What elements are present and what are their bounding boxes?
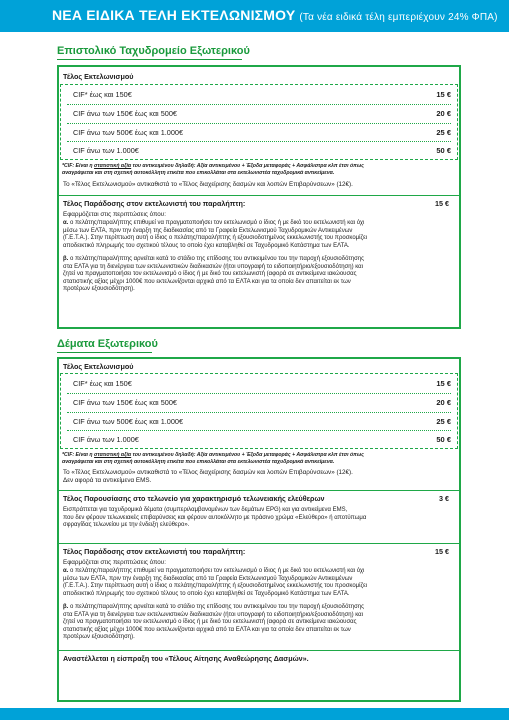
fee-row-value: 50 € — [436, 146, 451, 155]
parcels-replace-text: Το «Τέλος Εκτελωνισμού» αντικαθιστά το «Τέλος διαχείρισης δασμών και λοιπών Επιβαρύνσεων» (12€). — [63, 469, 353, 476]
divider — [59, 490, 459, 491]
letters-case-a: α. ο πελάτης/παραλήπτης επιθυμεί να πραγματοποιήσει τον εκτελωνισμό ο ίδιος ή με δικό του εκτελωνιστή και όχι μέσω των ΕΛΤΑ, πριν την έναρξη της διαδικασίας από τα Γραφεία Εκτελωνισμού Ταχυδρομικών Αντικειμένων (Γ.Ε.Τ.Α.). Στην περίπτωση αυτή ο ίδιος ο πελάτης/παραλήπτης ή εξουσιοδοτημένος εκκελωνιστής του προσκομίζει αποδεικτικό πληρωμής του σχετικού τέλους το οποίο έχει καταβληθεί σε Ταχυδρομικό Κατάστημα των ΕΛΤΑ. — [63, 220, 368, 249]
letters-applies-text: Εφαρμόζεται στις περιπτώσεις όπου: — [63, 211, 166, 218]
page-subtitle: (Τα νέα ειδικά τέλη εμπεριέχουν 24% ΦΠΑ) — [299, 12, 498, 23]
fee-row-label: CIF άνω των 150€ έως και 500€ — [73, 109, 177, 118]
divider — [59, 543, 459, 544]
table-row — [61, 412, 457, 432]
fee-row-value: 20 € — [436, 109, 451, 118]
parcels-applies-text: Εφαρμόζεται στις περιπτώσεις όπου: — [63, 559, 166, 566]
fee-row-label: CIF άνω των 500€ έως και 1.000€ — [73, 417, 184, 426]
footer-bar — [0, 708, 509, 720]
delivery-fee-value: 15 € — [435, 199, 449, 208]
fee-row-value: 20 € — [436, 398, 451, 407]
table-row — [61, 430, 457, 450]
presentation-fee-value: 3 € — [439, 494, 449, 503]
parcels-section-title: Δέματα Εξωτερικού — [57, 338, 158, 350]
parcels-presentation-text: Εισπράττεται για ταχυδρομικά δέματα (συμπεριλαμβανομένων των δεμάτων EPG) και για αντικείμενα EMS, που δεν φέρουν τελωνειακές επιβαρύνσεις και φέρουν αυτοκόλλητο με πράσινο χρώμα «Ελεύθερο» ή αποτύπωμα σφραγίδας τελωνείου με την ένδειξη ελεύθερο». — [63, 507, 367, 529]
statistical-value-link: στατιστική αξία — [94, 452, 132, 458]
parcels-cif-note: *CIF: Είναι η στατιστική αξία του αντικειμένου δηλαδή: Αξία αντικειμένου + Έξοδα μεταφοράς + Ασφάλιστρα κλπ έτσι όπως αναγράφεται και στη σχετική αυτοκόλλητη ετικέτα που επικολλάται στα εκτελωνιστέα ταχυδρομικά αντικείμενα. — [62, 452, 364, 465]
letters-customs-fee-label: Τέλος Εκτελωνισμού — [63, 72, 134, 81]
table-row — [61, 85, 457, 105]
fee-row-label: CIF άνω των 1.000€ — [73, 435, 139, 444]
page-header — [0, 0, 509, 32]
parcels-ems-text: Δεν αφορά τα αντικείμενα EMS. — [63, 477, 152, 484]
fee-row-label: CIF* έως και 150€ — [73, 90, 132, 99]
parcels-suspended-text: Αναστέλλεται η είσπραξη του «Τέλους Αίτησης Αναθεώρησης Δασμών». — [63, 654, 309, 663]
parcels-delivery-fee: Τέλος Παράδοσης στον εκτελωνιστή του παραλήπτη: 15 € — [63, 547, 449, 556]
fee-row-value: 15 € — [436, 90, 451, 99]
fee-row-value: 50 € — [436, 435, 451, 444]
letters-title-underline — [57, 59, 242, 60]
fee-row-value: 25 € — [436, 128, 451, 137]
table-row — [61, 393, 457, 413]
fee-row-label: CIF άνω των 150€ έως και 500€ — [73, 398, 177, 407]
divider — [59, 650, 459, 651]
table-row — [61, 104, 457, 124]
statistical-value-link: στατιστική αξία — [94, 163, 132, 169]
letters-section-title: Επιστολικό Ταχυδρομείο Εξωτερικού — [57, 45, 250, 57]
letters-case-b: β. ο πελάτης/παραλήπτης αρνείται κατά το στάδιο της επίδοσης του αντικειμένου του την παροχή εξουσιοδότησης στα ΕΛΤΑ για τη διενέργεια των εκτελωνιστικών διαδικασιών (ήτοι υπογραφή το ειδοποιητήριο/εξουσιοδότηση) και ζητεί να πραγματοποιήσει τον εκτελωνισμό ο ίδιος ή με δικό του εκτελωνιστή (αφορά σε αντικείμενα ιακώουσας στατιστικής αξίας μέχρι 1000€ που εκτελωνίζονται αρχικά από τα ΕΛΤΑ και για τα οποία δεν απαιτείται εκ των προτέρων εξουσιοδότηση). — [63, 256, 364, 293]
parcels-customs-fee-label: Τέλος Εκτελωνισμού — [63, 362, 134, 371]
fee-row-value: 15 € — [436, 379, 451, 388]
table-row — [61, 141, 457, 161]
delivery-fee-value: 15 € — [435, 547, 449, 556]
letters-fee-table — [60, 84, 458, 160]
letters-cif-note: *CIF: Είναι η στατιστική αξία του αντικειμένου δηλαδή: Αξία αντικειμένου + Έξοδα μεταφοράς + Ασφάλιστρα κλπ έτσι όπως αναγράφεται και στη σχετική αυτοκόλλητη ετικέτα που επικολλάται στα εκτελωνιστέα ταχυδρομικά αντικείμενα. — [62, 163, 364, 176]
parcels-title-underline — [57, 352, 152, 353]
table-row — [61, 123, 457, 143]
fee-row-value: 25 € — [436, 417, 451, 426]
parcels-case-a: α. ο πελάτης/παραλήπτης επιθυμεί να πραγματοποιήσει τον εκτελωνισμό ο ίδιος ή με δικό του εκτελωνιστή και όχι μέσω των ΕΛΤΑ, πριν την έναρξη της διαδικασίας από τα Γραφεία Εκτελωνισμού Ταχυδρομικών Αντικειμένων (Γ.Ε.Τ.Α.). Στην περίπτωση αυτή ο ίδιος ο πελάτης/παραλήπτης ή εξουσιοδοτημένος εκκελωνιστής του προσκομίζει αποδεικτικό πληρωμής του σχετικού τέλους το οποίο έχει καταβληθεί σε Ταχυδρομικό Κατάστημα των ΕΛΤΑ. — [63, 568, 368, 597]
parcels-case-b: β. ο πελάτης/παραλήπτης αρνείται κατά το στάδιο της επίδοσης του αντικειμένου του την παροχή εξουσιοδότησης στα ΕΛΤΑ για τη διενέργεια των εκτελωνιστικών διαδικασιών (ήτοι υπογραφή το ειδοποιητήριο/εξουσιοδότηση) και ζητεί να πραγματοποιήσει τον εκτελωνισμό ο ίδιος ή με δικό του εκτελωνιστή (αφορά σε αντικείμενα ιακώουσας στατιστικής αξίας μέχρι 1000€ που εκτελωνίζονται αρχικά από τα ΕΛΤΑ και για τα οποία δεν απαιτείται εκ των προτέρων εξουσιοδότηση). — [63, 604, 364, 641]
page-title: ΝΕΑ ΕΙΔΙΚΑ ΤΕΛΗ ΕΚΤΕΛΩΝΙΣΜΟΥ (Τα νέα ειδικά τέλη εμπεριέχουν 24% ΦΠΑ) — [52, 7, 498, 23]
parcels-fee-table — [60, 373, 458, 449]
fee-row-label: CIF* έως και 150€ — [73, 379, 132, 388]
fee-row-label: CIF άνω των 1.000€ — [73, 146, 139, 155]
table-row — [61, 374, 457, 394]
fee-row-label: CIF άνω των 500€ έως και 1.000€ — [73, 128, 184, 137]
letters-delivery-fee: Τέλος Παράδοσης στον εκτελωνιστή του παραλήπτη: 15 € — [63, 199, 449, 208]
letters-replace-text: Το «Τέλος Εκτελωνισμού» αντικαθιστά το «Τέλος διαχείρισης δασμών και λοιπών Επιβαρύνσεων» (12€). — [63, 181, 353, 188]
divider — [59, 195, 459, 196]
parcels-presentation-fee: Τέλος Παρουσίασης στο τελωνείο για χαρακτηρισμό τελωνειακής ελεύθερων 3 € — [63, 494, 449, 503]
